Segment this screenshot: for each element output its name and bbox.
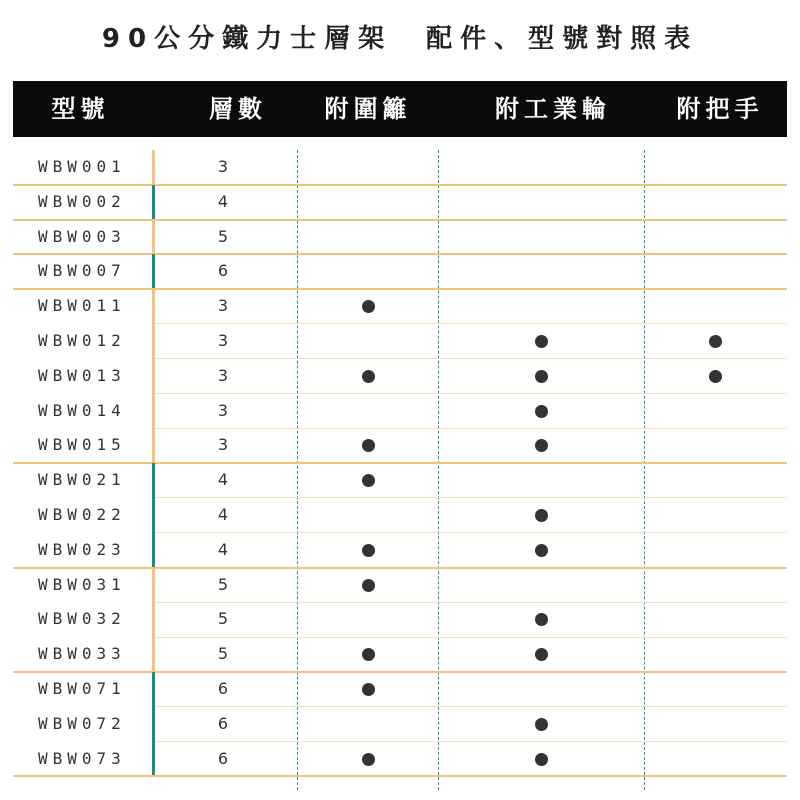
wheels-included-dot — [535, 335, 548, 348]
table-row — [0, 533, 800, 568]
table-row — [0, 637, 800, 672]
group-bar — [152, 359, 155, 394]
group-bar — [152, 428, 155, 463]
fence-included-dot — [362, 474, 375, 487]
layer-count: 5 — [217, 609, 229, 629]
group-bar — [152, 185, 155, 220]
group-bar — [152, 324, 155, 359]
model-code: WBW003 — [38, 226, 126, 246]
model-code: WBW002 — [38, 191, 126, 211]
wheels-included-dot — [535, 370, 548, 383]
layer-count: 3 — [217, 365, 229, 385]
group-bar — [152, 463, 155, 498]
fence-included-dot — [362, 370, 375, 383]
table-row — [0, 359, 800, 394]
group-bar — [152, 568, 155, 603]
table-row — [0, 498, 800, 533]
model-code: WBW012 — [38, 331, 126, 350]
table-header — [13, 81, 787, 137]
layer-count: 3 — [217, 400, 229, 420]
table-row — [0, 185, 800, 220]
layer-count: 5 — [217, 226, 229, 246]
table-row — [0, 394, 800, 429]
table-row — [0, 602, 800, 637]
group-bar — [152, 254, 155, 289]
group-bar — [152, 150, 155, 185]
layer-count: 3 — [217, 296, 229, 316]
group-bar — [152, 707, 155, 742]
header-model: 型號 — [51, 95, 110, 123]
layer-count: 6 — [217, 679, 229, 698]
handle-included-dot — [709, 335, 722, 348]
group-bar — [152, 533, 155, 568]
model-code: WBW031 — [38, 574, 126, 594]
layer-count: 4 — [217, 539, 229, 559]
table-row — [0, 568, 800, 603]
fence-included-dot — [362, 683, 375, 696]
header-wheels: 附工業輪 — [495, 95, 611, 123]
layer-count: 4 — [217, 505, 229, 524]
handle-included-dot — [709, 370, 722, 383]
group-bar — [152, 498, 155, 533]
group-bar — [152, 220, 155, 255]
group-bar — [152, 672, 155, 707]
table-row — [0, 289, 800, 324]
group-bar — [152, 602, 155, 637]
layer-count: 5 — [217, 574, 229, 594]
table-row — [0, 220, 800, 255]
group-bar — [152, 394, 155, 429]
wheels-included-dot — [535, 509, 548, 522]
layer-count: 5 — [217, 644, 229, 664]
layer-count: 6 — [217, 261, 229, 281]
page-title: 90公分鐵力士層架 配件、型號對照表 — [101, 24, 699, 54]
model-code: WBW021 — [38, 470, 126, 490]
model-code: WBW022 — [38, 505, 126, 524]
wheels-included-dot — [535, 544, 548, 557]
header-layers: 層數 — [209, 95, 267, 123]
layer-count: 6 — [217, 748, 229, 768]
wheels-included-dot — [535, 753, 548, 766]
fence-included-dot — [362, 544, 375, 557]
fence-included-dot — [362, 579, 375, 592]
model-code: WBW007 — [38, 261, 126, 281]
model-code: WBW014 — [38, 400, 126, 420]
wheels-included-dot — [535, 405, 548, 418]
model-code: WBW015 — [38, 435, 126, 455]
model-code: WBW023 — [38, 539, 126, 559]
model-code: WBW071 — [38, 679, 126, 698]
group-bar — [152, 289, 155, 324]
model-code: WBW073 — [38, 748, 126, 768]
header-fence: 附圍籬 — [324, 95, 412, 123]
wheels-included-dot — [535, 613, 548, 626]
layer-count: 3 — [217, 331, 229, 350]
table-row — [0, 428, 800, 463]
table-row — [0, 742, 800, 777]
table-row — [0, 324, 800, 359]
table-row — [0, 254, 800, 289]
table-row — [0, 150, 800, 185]
model-code: WBW011 — [38, 296, 126, 316]
model-code: WBW013 — [38, 365, 126, 385]
wheels-included-dot — [535, 439, 548, 452]
fence-included-dot — [362, 648, 375, 661]
model-code: WBW032 — [38, 609, 126, 629]
group-bar — [152, 637, 155, 672]
layer-count: 6 — [217, 713, 229, 733]
fence-included-dot — [362, 439, 375, 452]
wheels-included-dot — [535, 718, 548, 731]
table-row — [0, 707, 800, 742]
group-separator — [13, 775, 787, 777]
table-row — [0, 672, 800, 707]
table-row — [0, 463, 800, 498]
group-bar — [152, 742, 155, 777]
fence-included-dot — [362, 300, 375, 313]
layer-count: 3 — [217, 157, 229, 176]
wheels-included-dot — [535, 648, 548, 661]
layer-count: 4 — [217, 191, 229, 211]
layer-count: 3 — [217, 435, 229, 455]
layer-count: 4 — [217, 470, 229, 490]
fence-included-dot — [362, 753, 375, 766]
model-code: WBW033 — [38, 644, 126, 664]
model-code: WBW072 — [38, 713, 126, 733]
header-handle: 附把手 — [676, 95, 764, 123]
model-code: WBW001 — [38, 157, 126, 176]
